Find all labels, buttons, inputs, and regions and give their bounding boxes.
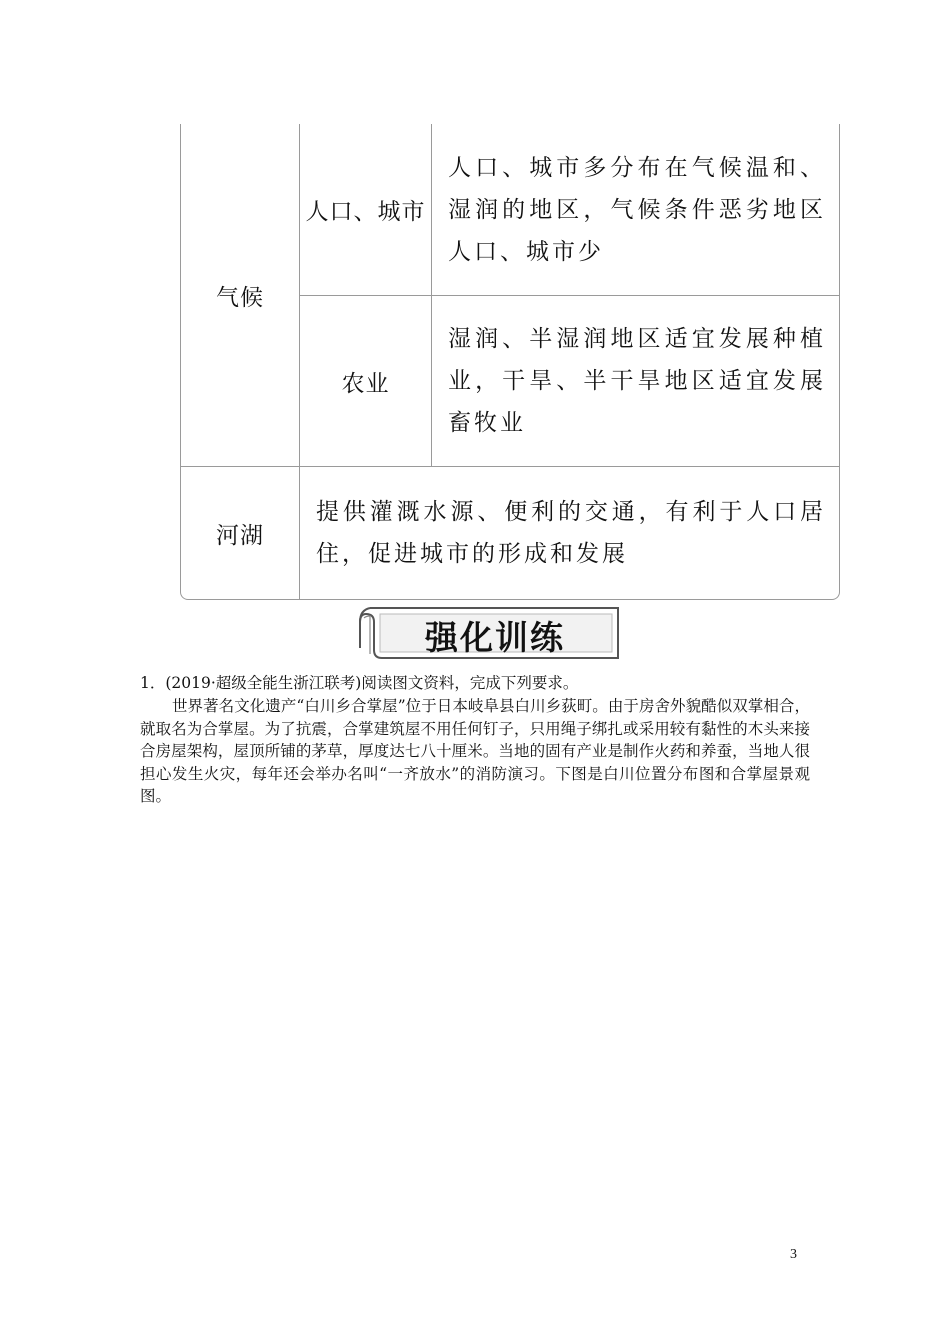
aspect-agriculture [300, 296, 431, 466]
page-number: 3 [790, 1247, 797, 1262]
category-climate [181, 124, 299, 466]
description-text: 湿润、半湿润地区适宜发展种植业，干旱、半干旱地区适宜发展畜牧业 [448, 326, 826, 436]
aspect-label: 人口、城市 [305, 199, 426, 225]
geography-factors-table [180, 124, 840, 600]
question-line: 双掌相合，就取名为合掌屋。为了抗震，合掌建筑屋不用任何钉子，只用绳子绑扎或采用较有 [140, 697, 810, 738]
category-label: 气候 [216, 284, 264, 311]
question-header: 1．(2019·超级全能生浙江联考)阅读图文资料，完成下列要求。 [140, 674, 579, 692]
question-line: 火药和养蚕，当地人很担心发生火灾，每年还会举办名叫“一齐放水”的消防演习。下图是 [140, 742, 810, 783]
question-line: 黏性的木头来接合房屋架构，屋顶所铺的茅草，厚度达七八十厘米。当地的固有产业是制作 [140, 719, 810, 760]
category-rivers-lakes [181, 467, 299, 599]
aspect-population-cities [300, 124, 431, 295]
question-line: 白川位置分布图和合掌屋景观图。 [140, 764, 810, 805]
category-label: 河湖 [216, 522, 264, 549]
description-text: 人口、城市多分布在气候温和、湿润的地区，气候条件恶劣地区人口、城市少 [448, 154, 826, 265]
description-population-cities [432, 124, 840, 295]
question-line: 世界著名文化遗产“白川乡合掌屋”位于日本岐阜县白川乡荻町。由于房舍外貌酷似 [172, 697, 733, 715]
description-text: 提供灌溉水源、便利的交通，有利于人口居住，促进城市的形成和发展 [316, 499, 826, 567]
aspect-label: 农业 [341, 370, 390, 397]
section-banner-title: 强化训练 [425, 618, 565, 657]
question-body [140, 695, 810, 808]
description-rivers-lakes [300, 467, 840, 599]
description-agriculture [432, 296, 840, 466]
